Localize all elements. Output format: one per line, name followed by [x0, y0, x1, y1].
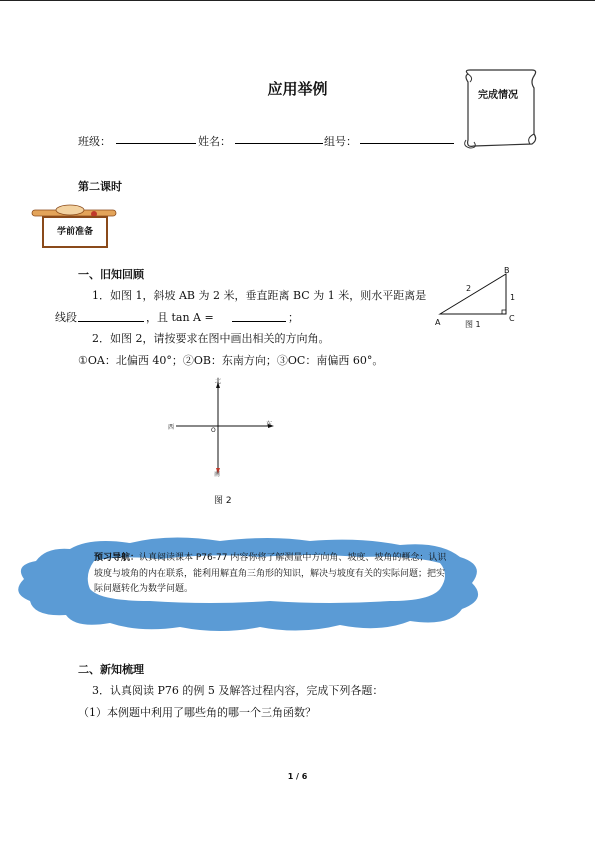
page-number: 1 / 6 — [287, 772, 308, 781]
q2-text: 2．如图 2，请按要求在图中画出相关的方向角。 — [92, 332, 330, 345]
fig1-label-a: A — [435, 318, 441, 327]
fig2-caption: 图 2 — [214, 496, 232, 506]
fig1-side-bc: 1 — [510, 293, 516, 302]
q1-line2-end: ； — [288, 311, 299, 324]
group-label: 组号： — [324, 135, 357, 148]
q3-1-text: （1）本例题中利用了哪些角的哪一个三角函数？ — [78, 706, 316, 719]
class-label: 班级： — [78, 135, 111, 148]
q1-line2-prefix: 线段 — [55, 311, 77, 324]
q1-line2-mid: ，且 tan A = — [146, 311, 214, 324]
name-label: 姓名： — [198, 135, 231, 148]
badge-label: 学前准备 — [56, 227, 93, 237]
page-title: 应用举例 — [267, 80, 328, 98]
fig1-caption: 图 1 — [465, 320, 481, 329]
q2-items: ①OA：北偏西 40°；②OB：东南方向；③OC：南偏西 60°。 — [78, 354, 384, 367]
lesson-heading: 第二课时 — [78, 180, 122, 193]
class-field[interactable] — [116, 133, 196, 144]
fig2-south: 南 — [214, 471, 221, 478]
scroll-icon — [460, 68, 542, 150]
q3-text: 3．认真阅读 P76 的例 5 及解答过程内容，完成下列各题： — [92, 684, 384, 697]
fig2-north: 北 — [215, 378, 222, 385]
group-field[interactable] — [360, 133, 454, 144]
preview-label: 预习导航： — [94, 553, 140, 563]
section1-heading: 一、旧知回顾 — [78, 268, 144, 281]
fig2-origin: O — [211, 427, 216, 434]
name-field[interactable] — [235, 133, 323, 144]
preview-body: 认真阅读课本 P76-77 内容你将了解测量中方向角、坡度、坡角的概念；认识坡度与坡角的内在联系，能利用解直角三角形的知识，解决与坡度有关的实际问题；把实际问题转化为数学问题。 — [94, 553, 447, 594]
fig1-side-ab: 2 — [466, 284, 472, 293]
figure2-axes — [170, 378, 280, 476]
fig1-label-c: C — [509, 314, 515, 323]
q1-answer-2[interactable] — [232, 311, 286, 322]
fig1-label-b: B — [504, 266, 510, 275]
q1-answer-1[interactable] — [78, 311, 144, 322]
preview-text — [94, 551, 449, 598]
section2-heading: 二、新知梳理 — [78, 663, 144, 676]
top-rule — [0, 0, 595, 1]
fig2-west: 西 — [168, 424, 175, 431]
fig2-east: 东 — [266, 421, 273, 428]
status-label: 完成情况 — [478, 90, 518, 101]
q1-line1: 1．如图 1，斜坡 AB 为 2 米，垂直距离 BC 为 1 米，则水平距离是 — [92, 289, 427, 302]
